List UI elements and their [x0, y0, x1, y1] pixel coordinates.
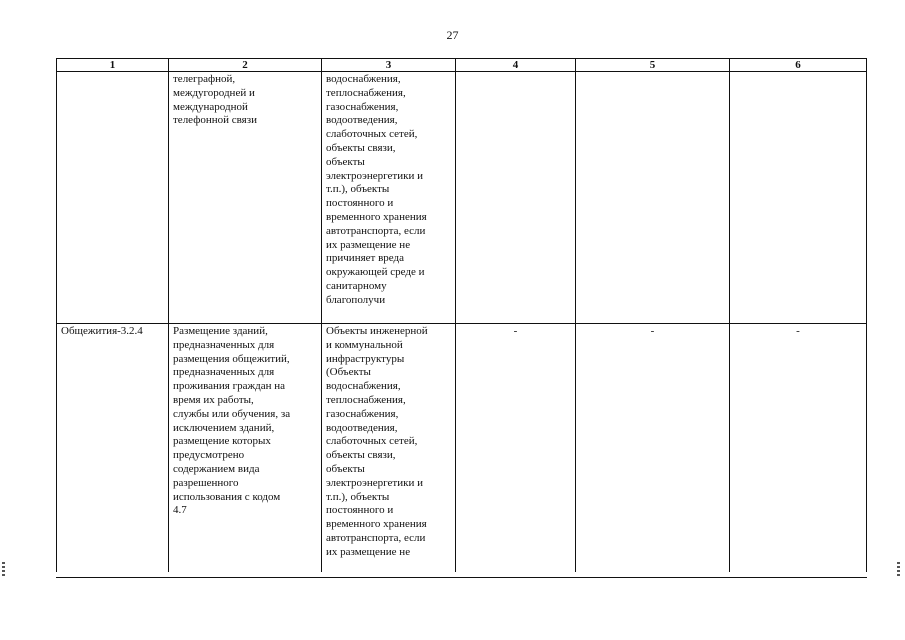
table-cell: Общежития-3.2.4 [57, 324, 169, 573]
table-cell: - [456, 324, 576, 573]
column-header-4: 4 [456, 59, 576, 72]
column-header-1: 1 [57, 59, 169, 72]
column-header-2: 2 [169, 59, 322, 72]
column-header-3: 3 [322, 59, 456, 72]
land-use-table [56, 58, 867, 572]
scan-edge-mark [897, 562, 900, 576]
header-row [57, 59, 867, 72]
table-cell [456, 72, 576, 324]
table-cell [576, 72, 730, 324]
scan-edge-mark [2, 562, 5, 576]
table-cell: - [576, 324, 730, 573]
table-bottom-border [56, 577, 867, 578]
table-cell: Объекты инженерной и коммунальной инфраструктуры (Объекты водоснабжения, теплоснабжения, газоснабжения, водоотведения, слаботочных сетей, объекты связи, объекты электроэнергетики и т.п.), объекты постоянного и временного хранения автотранспорта, если их размещение не [322, 324, 456, 573]
table-row [57, 72, 867, 324]
table-cell: водоснабжения, теплоснабжения, газоснабжения, водоотведения, слаботочных сетей, объекты связи, объекты электроэнергетики и т.п.), объекты постоянного и временного хранения автотранспорта, если их размещение не причиняет вреда окружающей среде и санитарному благополучи [322, 72, 456, 324]
table-cell [730, 72, 867, 324]
page-number: 27 [446, 28, 459, 42]
table-cell: Размещение зданий, предназначенных для размещения общежитий, предназначенных для проживания граждан на время их работы, службы или обучения, за исключением зданий, размещение которых предусмотрено содержанием вида разрешенного использования с кодом 4.7 [169, 324, 322, 573]
table-cell: телеграфной, междугородней и международной телефонной связи [169, 72, 322, 324]
column-header-6: 6 [730, 59, 867, 72]
table-row [57, 324, 867, 573]
column-header-5: 5 [576, 59, 730, 72]
table-cell: - [730, 324, 867, 573]
table-cell [57, 72, 169, 324]
